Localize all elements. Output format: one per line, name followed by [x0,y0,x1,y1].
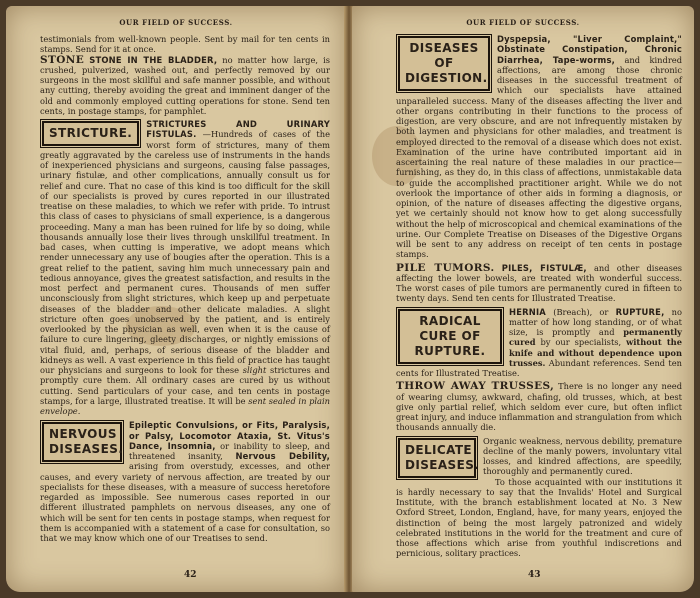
stone-section [40,55,330,117]
digestion-text: and kindred affections, are among those chronic diseases in the successful treatment of which our specialists have attained unparalleled success. Many of the diseases affecting the liver and other organs contributing in their functions to the process of digestion, are very obscure, and are not infrequently mistaken by both laymen and physicians for other maladies, and treatment is employed directed to the removal of a disease which does not exist. Examination of the urine have contributed important aid in ascertaining the real nature of these maladies in our practice—furnishing, as they do, in this class of affections, unmistakable data to guide the accomplished practitioner aright. While we do not overlook the importance of other aids in forming a diagnosis, or opinion, of the nature of diseases affecting the digestive organs, yet we certainly should not know how to get along successfully without the help of microscopical and chemical examinations of the urine. Our Complete Treatise on Diseases of the Digestive Organs will be sent to any address on receipt of ten cents in postage stamps. [396,54,683,260]
rupture-text-4: Abundant references. Send ten cents for Illustrated Treatise. [396,357,683,378]
nervous-section [40,420,330,543]
nervous-text-2: arising from overstudy, excesses, and other causes, and every variety of nervous affection, are treated by our specialists for these diseases, with a measure of success heretofore regarded as impossible. See numerous cases reported in our different illustrated pamphlets on nervous diseases, any one of which will be sent for ten cents in postage stamps, when request for them is accompanied with a statement of a case for consultation, so that we may know which one of our Treatises to send. [40,461,330,543]
page-number-left: 42 [184,570,197,580]
nervous-text-1: or inability to sleep, and threatened insanity, [129,440,331,461]
left-page-text [40,34,330,543]
digestion-boxed-heading: DISEASES OF DIGESTION. [398,36,490,91]
stricture-text-2: strictures and promptly cure them. All ordinary cases are cured by us without cutting. Send particulars of your case, and ten cents in postage stamps, for a large, illustrated treatise. It will be [40,365,330,406]
trusses-text: There is no longer any need of wearing clumsy, awkward, chafing, old trusses, which, at best give only partial relief, which seldom ever cure, but often inflict great injury, and induce inflammation and strangulation from which thousands annually die. [396,381,683,433]
page-number-right: 43 [528,570,541,580]
stone-text: no matter how large, is crushed, pulverized, washed out, and perfectly removed by our surgeons in the most skillful and safe manner possible, and without any cutting, thereby avoiding the great and imminent danger of the old and commonly employed cutting operations for stone. Send ten cents, in postage stamps, for pamphlet. [40,54,330,116]
running-head-left: OUR FIELD OF SUCCESS. [119,18,233,27]
stricture-emphasis-2: sent sealed in plain envelope. [40,395,330,416]
rupture-headline: HERNIA [509,306,546,317]
trusses-section [396,381,682,432]
stricture-emphasis-1: slight [242,365,267,375]
delicate-text-1: Organic weakness, nervous debility, premature decline of the manly powers, involuntary vital losses, and kindred affections, are speedily, thoroughly and permanently cured. [483,435,682,477]
trusses-lead: THROW AWAY TRUSSES, [396,380,555,393]
pile-text: and other diseases affecting the lower bowels, are treated with wonderful success. The worst cases of pile tumors are permanently cured in fifteen to twenty days. Send ten cents for Illustrated Treatise. [396,262,683,304]
stricture-section [40,119,330,416]
stone-lead: STONE [40,53,85,66]
nervous-headline: Epileptic Convulsions, or Fits, Paralysis, or Palsy, Locomotor Ataxia, St. Vitus's Dance, Insomnia, [129,420,330,451]
rupture-strong-2: without the knife and without dependence upon trusses. [509,337,682,368]
rupture-text-1: (Breach), or [553,306,609,317]
rupture-text-2: no matter of how long standing, or of what size, is promptly and [509,306,682,337]
nervous-boxed-heading: NERVOUS DISEASES. [42,422,122,462]
rupture-text-3: by our specialists, [540,337,622,348]
pile-section [396,263,682,304]
right-page [352,6,694,592]
intro-paragraph: testimonials from well-known people. Sent by mail for ten cents in stamps. Send for it at once. [40,34,330,55]
delicate-boxed-heading: DELICATE DISEASES. [398,438,476,478]
right-page-text [396,34,682,559]
pile-lead: PILE TUMORS. [396,261,495,274]
nervous-strong: Nervous Debility, [235,451,331,461]
digestion-headline: Dyspepsia, "Liver Complaint," Obstinate Constipation, Chronic Diarrhea, Tape-worms, [497,34,682,65]
rupture-strong-1: permanently cured [509,327,683,348]
stone-headline: STONE IN THE BLADDER, [89,54,218,65]
digestion-section [396,34,682,260]
stricture-boxed-heading: STRICTURE. [42,121,139,146]
left-page [6,6,346,592]
delicate-section [396,436,682,559]
stricture-headline: STRICTURES AND URINARY FISTULAS. [146,119,330,140]
rupture-boxed-heading: RADICAL CURE OF RUPTURE. [398,309,502,364]
rupture-headline-2: RUPTURE, [615,306,665,317]
rupture-section [396,307,682,379]
delicate-text-2: To those acquainted with our institutions it is hardly necessary to say that the Invalids' Hotel and Surgical Institute, with the branch establishment located at No. 3 New Oxford Street, London, England, have, for many years, enjoyed the distinction of being the most largely patronized and widely celebrated institutions in the world for the treatment and cure of those affections which arise from youthful indiscretions and pernicious, solitary practices. [396,476,682,559]
stricture-text: —Hundreds of cases of the worst form of strictures, many of them greatly aggravated by the careless use of instruments in the hands of inexperienced physicians and surgeons, causing false passages, urinary fistulæ, and other complications, annually consult us for relief and cure. That no case of this kind is too difficult for the skill of our specialists is proved by cures reported in our illustrated treatise on these maladies, to which we refer with pride. To intrust this class of cases to physicians of small experience, is a dangerous proceeding. Many a man has been ruined for life by so doing, while thousands annually lose their lives through unskillful treatment. In bad cases, when cutting is imperative, we adopt means which render unnecessary any use of bougies after the operation. This is a great relief to the patient, saving him much unnecessary pain and tedious annoyance, gives the greatest satisfaction, and results in the most perfect and permanent cures. Thousands of men suffer unconsciously from slight strictures, which keep up and perpetuate diseases of the bladder and other delicate maladies. A slight stricture often goes unobserved by the patient, and is entirely overlooked by the physician as well, even when it is the cause of failure to cure lingering, gleety discharges, or nightly emissions of vital fluid, and, perhaps, of serious disease of the bladder and kidneys as well. A vast experience in this field of practice has taught our physicians and surgeons to look for these [40,129,331,375]
pile-headline: PILES, FISTULÆ, [501,262,587,273]
running-head-right: OUR FIELD OF SUCCESS. [466,18,580,27]
